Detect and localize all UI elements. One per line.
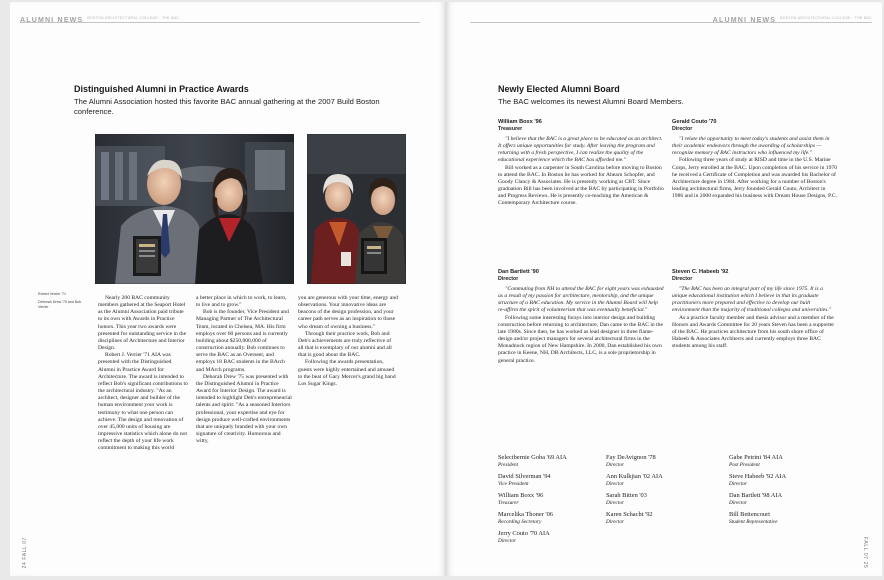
page-folio-left: 24 FALL 07 [22, 536, 28, 568]
body-paragraph: Following the awards presentation, guests were highly entertained and amused to the beat of Gary Mercer's grand big band Los Sugar Kings. [298, 359, 396, 387]
bio-text: Following some interesting forays into interior design and building construction before returning to architecture, Dan came to the BAC in the late 1980s. Since then, he has worked as lead designer in three flame-design and/or project managers for several architectural firms in the Monadnock region of New Hampshire. In 2000, Dan established his own practice in Keene, NH, DB Architects, LLC, is a sole proprietorship in general practice. [498, 314, 663, 364]
bio-name: Steven C. Habeeb '92 [672, 269, 729, 275]
board-dek: The BAC welcomes its newest Alumni Board Members. [498, 97, 684, 106]
board-member: Marcelika Thoner '06 Recording Secretary [498, 511, 553, 525]
bio-quote: "I relate the opportunity to meet today's students and assist them in their academic endeavors through the awarding of scholarships — recognize memory of BAC instructors who influenced my life." [672, 136, 830, 157]
photo-caption [38, 292, 92, 310]
left-body-column-2 [196, 295, 292, 445]
bio-quote: "Commuting from NH to attend the BAC for eight years was exhausted as a result of my passion for architecture, mentorship, and the unique structure of a BAC education. My service in the Alumni Board will help re-affirm the spirit of volunteerism that was eventually beneficial." [498, 286, 664, 314]
award-photo-drew [307, 134, 406, 284]
page-folio-right: FALL 07 25 [862, 536, 868, 568]
left-body-column-1 [98, 295, 188, 452]
board-member: Selectbernie Goba '69 AIA President [498, 454, 567, 468]
board-member: Gabe Petrini '84 AIA Past President [729, 454, 783, 468]
bio-quote: "I believe that the BAC is a great place to be educated as an architect. It offers unique opportunities for study. After leaving the program and returning with a fresh perspective, I can realize the quality of the educational experience which the BAC has afforded me." [498, 136, 663, 164]
running-head-issue: BOSTON ARCHITECTURAL COLLEGE · THE BAC [87, 15, 180, 20]
bio-role: Director [498, 276, 519, 282]
left-body-column-3 [298, 295, 398, 388]
left-page [10, 2, 446, 576]
bio-name: Dan Bartlett '90 [498, 269, 539, 275]
bio-habeeb [672, 269, 838, 350]
bio-bartlett [498, 269, 664, 365]
right-page [446, 2, 882, 576]
magazine-spread [10, 2, 882, 576]
caption-line-2: Deborah Drew '75 and Bob Verrier [38, 300, 82, 309]
running-head-issue: BOSTON ARCHITECTURAL COLLEGE · THE BAC [780, 15, 872, 20]
bio-role: Director [672, 276, 693, 282]
running-head-tag: ALUMNI NEWS [712, 17, 777, 24]
header-rule [470, 22, 872, 23]
board-member: William Boxx '96 Treasurer [498, 492, 544, 506]
board-member: David Silverman '94 Vice President [498, 473, 551, 487]
body-paragraph: Through their practice work, Bob and Deb's achievements are truly reflective of all that is exemplary of our alumni and all that is good about the BAC. [298, 330, 392, 359]
board-member: Karen Schacht '92 Director [606, 511, 653, 525]
board-roster-column-2 [606, 454, 716, 530]
article-title: Distinguished Alumni in Practice Awards [74, 84, 249, 94]
bio-role: Treasurer [498, 126, 523, 132]
board-member: Sarah Bitten '03 Director [606, 492, 647, 506]
caption-line-1: Robert Verrier '71 [38, 292, 67, 296]
photo-illustration-1 [95, 134, 294, 284]
body-paragraph: Deborah Drew '75 was presented with the Distinguished Alumni in Practice Award for Interior Design. The award is intended to highlight Deb's entrepreneurial talents and spirit: "As a seasoned Interiors professional, your expertise and eye for design produce well-crafted environments that are uniquely branded with your own signature of creativity. Humorous and witty, [196, 373, 292, 445]
body-paragraph: Bob is the founder, Vice President and Managing Partner of The Architectural Team, located in Chelsea, MA. His firm employs over 60 persons and is currently building about $250,000,000 of construction annually. Bob continues to serve the BAC as an Overseer, and employs 18 BAC students in the BArch and MArch programs. [196, 309, 289, 373]
running-head-left [20, 9, 179, 23]
board-member: Fay DeAvignon '78 Director [606, 454, 656, 468]
running-head-tag: ALUMNI NEWS [20, 17, 84, 24]
bio-quote: "The BAC has been an integral part of my life since 1975. It is a unique educational institution which I believe in that its graduate practitioners more prepared and effective to develop our built environment than the majority of traditional colleges and universities." [672, 286, 832, 314]
bio-boxx [498, 119, 664, 208]
bio-name: Gerald Couto '70 [672, 119, 717, 125]
body-paragraph: Robert J. Verrier '71 AIA was presented with the Distinguished Alumni in Practice Award for Architecture. The award is intended to reflect Bob's significant contributions to the architectural industry. "As an architect, designer and builder of the human environment your work is testimony to what one person can achieve. The design and renovation of over 45,000 units of housing are impressive statistics which alone do not reflect the depth of your life work commitment to making this world [98, 352, 188, 452]
board-roster-column-3 [729, 454, 839, 530]
body-paragraph: you are generous with your time, energy and observations. Your innovative ideas are beacons of the design profession, and your career path serves as an inspiration to those who dream of owning a business." [298, 295, 398, 330]
board-member: Ann Kulkjian '02 AIA Director [606, 473, 663, 487]
article-dek: The Alumni Association hosted this favorite BAC annual gathering at the 2007 Build Boston conference. [74, 97, 380, 116]
board-member: Bill Bettencourt Student Representative [729, 511, 778, 525]
board-member: Dan Bartlett '98 AIA Director [729, 492, 783, 506]
photo-illustration-2 [307, 134, 406, 284]
body-paragraph: Nearly 200 BAC community members gathered at the Seaport Hotel as the Alumni Association paid tribute to its own with Awards in Practice honors. This year two awards were presented for outstanding service in the disciplines of Architecture and Interior Design. [98, 295, 187, 352]
board-member: Jerry Couto '70 AIA Director [498, 530, 550, 544]
bio-text: As a practice faculty member and thesis advisor and a member of the Honors and Awards Committee for 20 years Steven has been a supporter of the BAC. He practices architecture from his south shore office of Habeeb & Associates Architects and currently employs three BAC students among his staff. [672, 314, 835, 350]
header-rule [20, 22, 420, 23]
award-photo-verrier-drew [95, 134, 294, 284]
board-roster-column-1 [498, 454, 608, 549]
body-paragraph: a better place in which to work, to learn, to live and to grow." [196, 295, 287, 309]
running-head-right [713, 9, 872, 23]
board-member: Steve Habeeb '92 AIA Director [729, 473, 787, 487]
bio-role: Director [672, 126, 693, 132]
bio-text: Bill worked as a carpenter in South Carolina before moving to Boston to attend the BAC. In Boston he has worked for Ahearn Schopfer, and Goody Clancy & Associates. He is presently working at CBT. Since graduation Bill has been involved at the BAC by participating in Portfolio and Progress Reviews. He is presently co-teaching the American & Contemporary Architecture course. [498, 164, 664, 207]
bio-name: William Boxx '96 [498, 119, 542, 125]
bio-couto [672, 119, 838, 200]
board-title: Newly Elected Alumni Board [498, 84, 620, 94]
bio-text: Following three years of study at RISD and time in the U.S. Marine Corps, Jerry enrolled at the BAC. Upon completion of his service in 1970 he received a Certificate of Completion and was awarded his Bachelor of Architecture degree in 1984. After working for a number of Boston's leading architectural firms, Jerry founded Gerald Couto, Architect in 1986 and in 2000 expanded his business with Dream House Designs, P.C. [672, 157, 838, 200]
